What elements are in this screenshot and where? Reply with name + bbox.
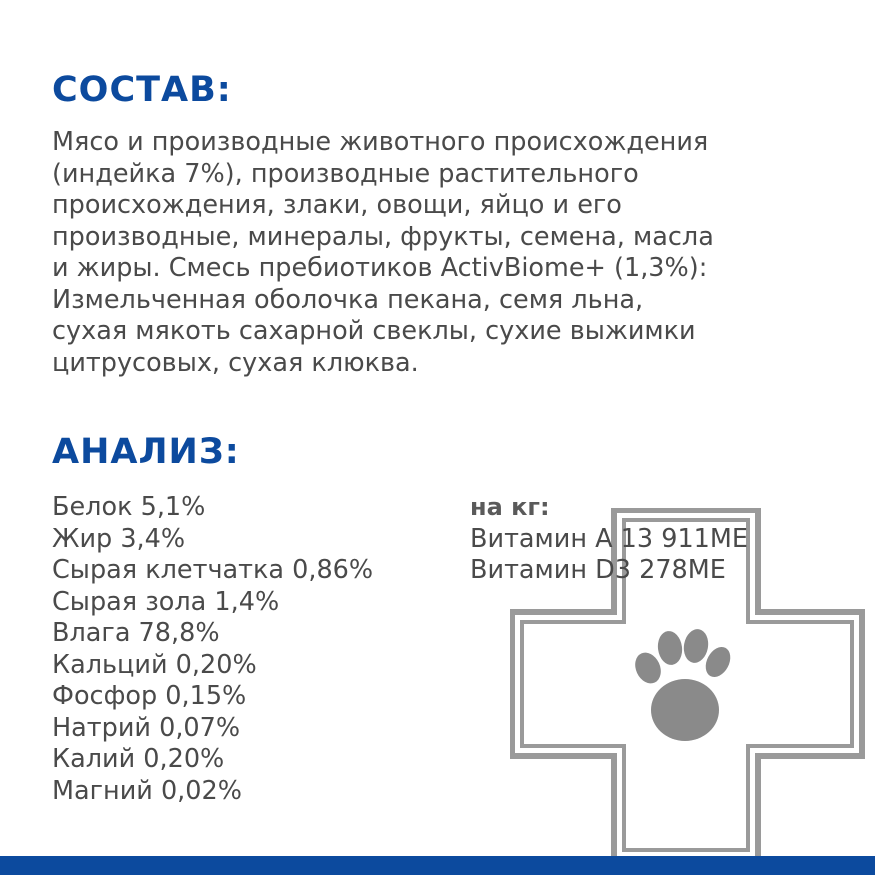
vitamin-list: [470, 524, 748, 587]
analysis-item-sodium: Натрий 0,07%: [52, 712, 241, 743]
analysis-item-magnesium: Магний 0,02%: [52, 775, 242, 806]
analysis-item-fiber: Сырая клетчатка 0,86%: [52, 555, 374, 585]
analysis-item-potassium: Калий 0,20%: [52, 744, 225, 774]
vitamin-d3-item: Витамин D3 278ME: [470, 555, 726, 585]
composition-text: Мясо и производные животного происхождения (индейка 7%), производные растительного происхождения, злаки, овощи, яйцо и его производные, минералы, фрукты, семена, масла и жиры. Смесь пребиотиков ActivBiome+ (1,3%): Измельченная оболочка пекана, семя льна, сухая мякоть сахарной свеклы, сухие выжимки цитрусовых, сухая клюква.: [52, 127, 714, 378]
composition-heading: СОСТАВ:: [52, 70, 232, 110]
analysis-list: [52, 492, 373, 807]
paw-icon: [630, 627, 735, 741]
analysis-item-protein: Белок 5,1%: [52, 492, 206, 522]
per-kg-label: на кг:: [470, 493, 550, 521]
analysis-item-ash: Сырая зола 1,4%: [52, 586, 280, 617]
per-kg-block: [470, 492, 748, 587]
vitamin-a-item: Витамин A 13 911ME: [470, 523, 749, 554]
analysis-heading: АНАЛИЗ:: [52, 432, 240, 472]
bottom-bar: [0, 856, 875, 875]
analysis-item-phosphorus: Фосфор 0,15%: [52, 681, 247, 711]
analysis-item-moisture: Влага 78,8%: [52, 618, 220, 648]
analysis-item-fat: Жир 3,4%: [52, 523, 186, 554]
analysis-item-calcium: Кальций 0,20%: [52, 649, 257, 680]
